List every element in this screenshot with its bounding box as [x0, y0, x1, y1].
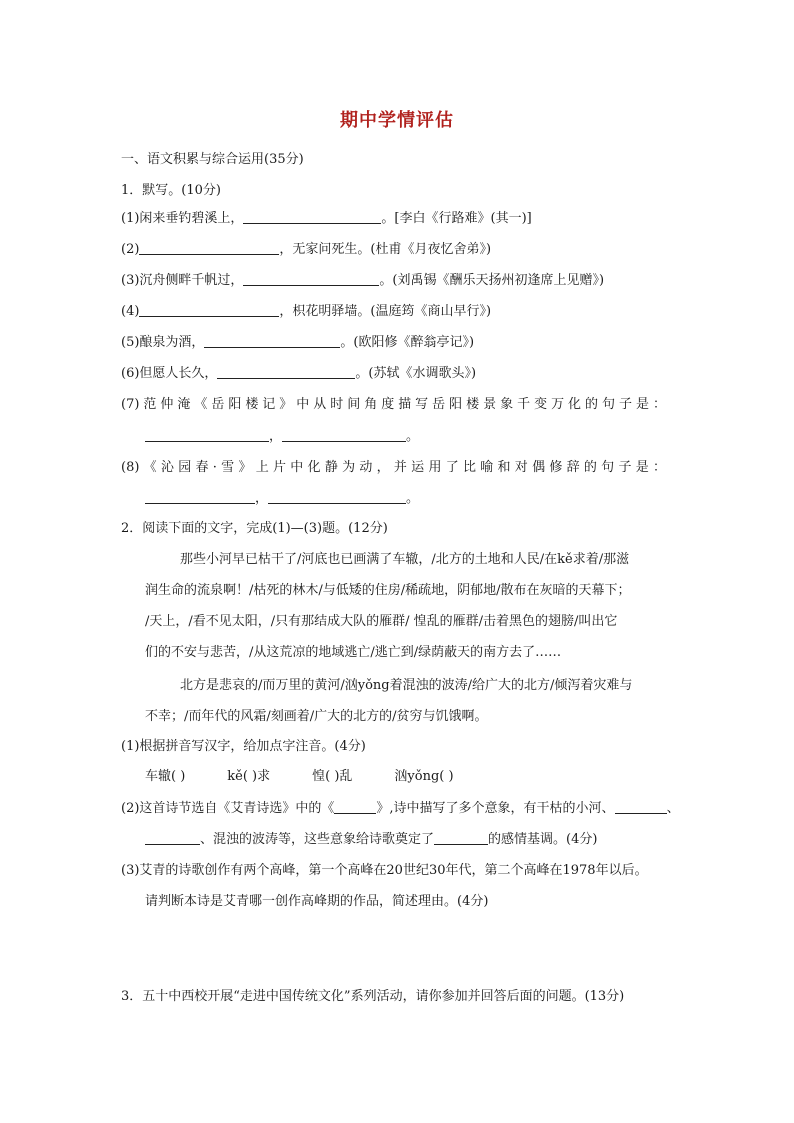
question-1-item-8: (8)《沁园春·雪》上片中化静为动，并运用了比喻和对偶修辞的句子是：: [121, 460, 666, 475]
answer-blank[interactable]: [268, 490, 406, 504]
question-1-item-5: [121, 334, 474, 352]
answer-blank[interactable]: [282, 428, 406, 442]
comma: ，: [269, 429, 283, 444]
question-2-sub-2-line-2: [145, 831, 597, 849]
item-prefix: (4): [121, 304, 140, 319]
question-1-item-7-answers: [145, 428, 419, 446]
question-1-heading: 1．默写。(10分): [121, 183, 221, 198]
passage-line-6: 不幸；/而年代的风霜/刻画着/广大的北方的/贫穷与饥饿啊。: [145, 709, 488, 724]
question-1-item-8-answers: [145, 490, 419, 508]
answer-blank[interactable]: [243, 272, 379, 286]
sub2-text-c: 、: [666, 801, 680, 816]
question-1-item-3: [121, 272, 604, 290]
pinyin-row: [145, 768, 454, 786]
answer-blank[interactable]: [334, 800, 376, 814]
sub2-text-d: 、混浊的波涛等，这些意象给诗歌奠定了: [200, 832, 435, 847]
item-suffix: 。[李白《行路难》(其一)]: [381, 211, 532, 226]
sub2-text-b: 》,诗中描写了多个意象，有干枯的小河、: [376, 801, 615, 816]
question-2-heading: 2．阅读下面的文字，完成(1)—(3)题。(12分): [121, 521, 388, 536]
question-1-item-6: [121, 365, 476, 383]
question-2-sub-3-line-2: 请判断本诗是艾青哪一创作高峰期的作品，简述理由。(4分): [145, 894, 489, 909]
item-suffix: 。(欧阳修《醉翁亭记》): [340, 335, 475, 350]
question-1-item-7: (7)范仲淹《岳阳楼记》中从时间角度描写岳阳楼景象千变万化的句子是：: [121, 397, 666, 412]
question-2-sub-2-line-1: [121, 800, 680, 818]
item-suffix: 。(苏轼《水调歌头》): [355, 366, 477, 381]
item-prefix: (2): [121, 242, 140, 257]
question-1-item-2: [121, 241, 491, 259]
sub2-text-e: 的感情基调。(4分): [488, 832, 598, 847]
question-3-heading: 3．五十中西校开展“走进中国传统文化”系列活动，请你参加并回答后面的问题。(13分): [121, 989, 625, 1004]
item-suffix: ，无家问死生。(杜甫《月夜忆舍弟》): [279, 242, 492, 257]
answer-blank[interactable]: [139, 241, 279, 255]
answer-blank[interactable]: [145, 428, 269, 442]
answer-blank[interactable]: [434, 831, 488, 845]
question-1-item-4: [121, 303, 491, 321]
pinyin-item-1[interactable]: 车辙( ): [145, 769, 186, 784]
item-suffix: 。(刘禹锡《酬乐天扬州初逢席上见赠》): [379, 273, 605, 288]
answer-blank[interactable]: [139, 303, 279, 317]
pinyin-item-2[interactable]: kě( )求: [227, 769, 271, 784]
item-prefix: (3)沉舟侧畔千帆过，: [121, 273, 244, 288]
passage-line-3: /天上，/看不见太阳，/只有那结成大队的雁群/ 惶乱的雁群/击着黑色的翅膀/叫出它: [145, 614, 618, 629]
answer-blank[interactable]: [145, 831, 200, 845]
period: 。: [406, 491, 420, 506]
page-title: 期中学情评估: [340, 110, 454, 131]
period: 。: [406, 429, 420, 444]
pinyin-item-3[interactable]: 惶( )乱: [312, 769, 353, 784]
passage-line-2: 润生命的流泉啊！/枯死的林木/与低矮的住房/稀疏地，阴郁地/散布在灰暗的天幕下；: [145, 583, 631, 598]
item-prefix: (6)但愿人长久，: [121, 366, 218, 381]
question-1-item-1: [121, 210, 532, 228]
passage-line-5: 北方是悲哀的/而万里的黄河/汹yǒng着混浊的波涛/给广大的北方/倾泻着灾难与: [180, 678, 633, 693]
question-2-sub-1: (1)根据拼音写汉字，给加点字注音。(4分): [121, 739, 366, 754]
answer-blank[interactable]: [145, 490, 255, 504]
answer-blank[interactable]: [615, 800, 667, 814]
pinyin-item-4[interactable]: 汹yǒng( ): [394, 769, 454, 784]
item-prefix: (5)酿泉为酒，: [121, 335, 205, 350]
section-heading: 一、语文积累与综合运用(35分): [121, 152, 304, 167]
passage-line-4: 们的不安与悲苦，/从这荒凉的地域逃亡/逃亡到/绿荫蔽天的南方去了……: [145, 645, 562, 660]
comma: ，: [255, 491, 269, 506]
answer-blank[interactable]: [243, 210, 381, 224]
question-2-sub-3-line-1: (3)艾青的诗歌创作有两个高峰，第一个高峰在20世纪30年代，第二个高峰在1978年以后。: [121, 863, 648, 878]
answer-blank[interactable]: [204, 334, 340, 348]
answer-blank[interactable]: [217, 365, 355, 379]
item-suffix: ，枳花明驿墙。(温庭筠《商山早行》): [279, 304, 492, 319]
passage-line-1: 那些小河早已枯干了/河底也已画满了车辙，/北方的土地和人民/在kě求着/那滋: [180, 552, 630, 567]
item-prefix: (1)闲来垂钓碧溪上，: [121, 211, 244, 226]
sub2-text-a: (2)这首诗节选自《艾青诗选》中的《: [121, 801, 335, 816]
